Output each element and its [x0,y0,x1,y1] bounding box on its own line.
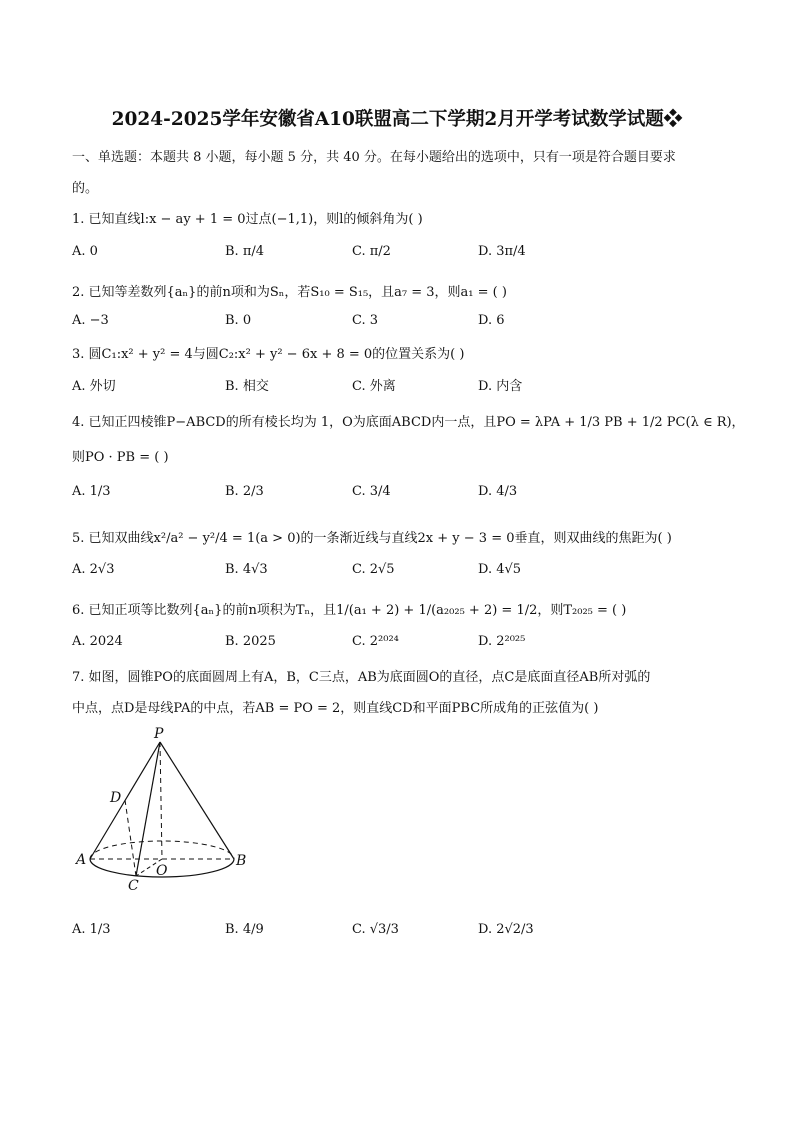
question-7-stem-cont: 中点，点D是母线PA的中点，若AB = PO = 2，则直线CD和平面PBC所成角的正弦值为( ) [72,701,599,716]
q3-option-b: B. 相交 [225,379,269,394]
section-heading-cont: 的。 [72,181,99,196]
q2-option-a: A. −3 [72,313,109,328]
question-6-stem: 6. 已知正项等比数列{aₙ}的前n项积为Tₙ，且1/(a₁ + 2) + 1/(a₂₀₂₅ + 2) = 1/2，则T₂₀₂₅ = ( ) [72,603,627,618]
question-5-stem: 5. 已知双曲线x²/a² − y²/4 = 1(a > 0)的一条渐近线与直线2x + y − 3 = 0垂直，则双曲线的焦距为( ) [72,531,672,546]
q1-option-c: C. π/2 [352,244,391,259]
q1-option-a: A. 0 [72,244,98,259]
q4-option-c: C. 3/4 [352,484,391,499]
question-4-stem-cont: 则PO · PB = ( ) [72,450,169,465]
q5-option-c: C. 2√5 [352,562,395,577]
document-title: 2024-2025学年安徽省A10联盟高二下学期2月开学考试数学试题❖ [111,109,683,130]
q4-option-b: B. 2/3 [225,484,264,499]
q6-option-d: D. 2²⁰²⁵ [478,634,526,649]
question-7-stem: 7. 如图，圆锥PO的底面圆周上有A，B，C三点，AB为底面圆O的直径，点C是底面直径AB所对弧的 [72,670,651,685]
question-4-stem: 4. 已知正四棱锥P−ABCD的所有棱长均为 1，O为底面ABCD内一点，且PO = λPA + 1/3 PB + 1/2 PC(λ ∈ R)， [72,415,745,430]
q7-option-c: C. √3/3 [352,922,399,937]
label-d: D [110,790,122,806]
q3-option-d: D. 内含 [478,379,523,394]
q5-option-b: B. 4√3 [225,562,268,577]
q6-option-a: A. 2024 [72,634,123,649]
q5-option-d: D. 4√5 [478,562,522,577]
q6-option-b: B. 2025 [225,634,276,649]
q1-option-d: D. 3π/4 [478,244,526,259]
q1-option-b: B. π/4 [225,244,265,259]
q7-option-d: D. 2√2/3 [478,922,534,937]
q2-option-b: B. 0 [225,313,252,328]
question-2-stem: 2. 已知等差数列{aₙ}的前n项和为Sₙ，若S₁₀ = S₁₅，且a₇ = 3，则a₁ = ( ) [72,285,507,300]
q3-option-a: A. 外切 [72,379,116,394]
cone-figure [70,722,260,897]
q3-option-c: C. 外离 [352,379,396,394]
q7-option-a: A. 1/3 [72,922,111,937]
label-p: P [154,726,164,742]
label-b: B [236,853,247,869]
q2-option-c: C. 3 [352,313,379,328]
q4-option-a: A. 1/3 [72,484,111,499]
q4-option-d: D. 4/3 [478,484,518,499]
segment-cd [125,800,136,876]
edge-pb [160,742,234,859]
label-a: A [76,852,87,868]
q7-option-b: B. 4/9 [225,922,264,937]
q5-option-a: A. 2√3 [72,562,115,577]
question-3-stem: 3. 圆C₁:x² + y² = 4与圆C₂:x² + y² − 6x + 8 = 0的位置关系为( ) [72,347,465,362]
section-heading: 一、单选题：本题共 8 小题，每小题 5 分，共 40 分。在每小题给出的选项中，只有一项是符合题目要求 [72,150,676,165]
q2-option-d: D. 6 [478,313,505,328]
label-c: C [128,878,139,894]
label-o: O [156,863,168,879]
q6-option-c: C. 2²⁰²⁴ [352,634,399,649]
question-1-stem: 1. 已知直线l:x − ay + 1 = 0过点(−1,1)，则l的倾斜角为( ) [72,212,423,227]
